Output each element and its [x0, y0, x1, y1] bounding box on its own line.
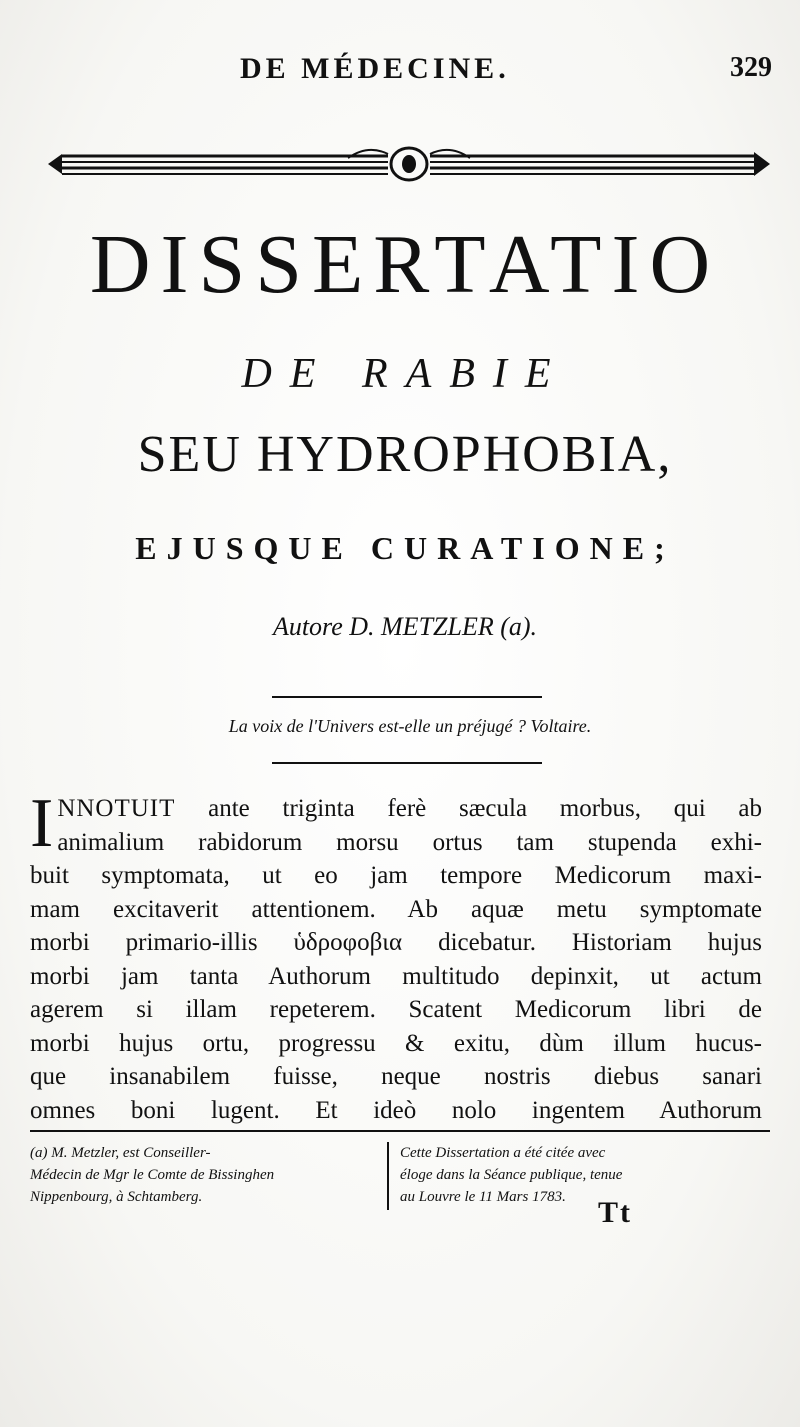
- body-line: mam excitaverit attentionem. Ab aquæ metu symptomate: [30, 895, 762, 923]
- subtitle-curatione: EJUSQUE CURATIONE;: [135, 530, 675, 566]
- footnote-line: Nippenbourg, à Schtamberg.: [30, 1189, 203, 1205]
- body-line: morbi primario-illis ὑδροφοβια dicebatur. Historiam hujus: [30, 929, 762, 956]
- footnotes: [30, 1142, 770, 1212]
- footnote-author: [30, 1142, 380, 1208]
- author-line: Autore D. METZLER (a).: [272, 612, 538, 641]
- epigraph: La voix de l'Univers est-elle un préjugé ? Voltaire.: [228, 716, 592, 736]
- body-line-text: ante triginta ferè sæcula morbus, qui ab: [208, 795, 762, 822]
- body-line: que insanabilem fuisse, neque nostris diebus sanari: [30, 1063, 762, 1090]
- footnote-line: éloge dans la Séance publique, tenue: [400, 1167, 623, 1183]
- body-line: omnes boni lugent. Et ideò nolo ingentem Authorum: [30, 1096, 762, 1124]
- drop-capital: I: [30, 785, 54, 862]
- body-paragraph: [30, 785, 762, 1127]
- page-number: 329: [730, 52, 772, 83]
- signature-mark: Tt: [598, 1196, 632, 1229]
- body-line: [30, 792, 762, 826]
- body-line: animalium rabidorum morsu ortus tam stupenda exhi-: [57, 828, 762, 856]
- rule-above-epigraph: [272, 696, 542, 698]
- first-word-small-caps: NNOTUIT: [57, 795, 176, 822]
- footnote-line: Médecin de Mgr le Comte de Bissinghen: [30, 1167, 275, 1183]
- subtitle-hydrophobia: SEU HYDROPHOBIA,: [137, 426, 673, 483]
- dissertation-title: DISSERTATIO: [89, 218, 721, 311]
- running-title: DE MÉDECINE.: [240, 52, 510, 85]
- body-line: morbi hujus ortu, progressu & exitu, dùm illum hucus-: [30, 1029, 762, 1057]
- footnote-citation: [400, 1142, 770, 1208]
- body-line: morbi jam tanta Authorum multitudo depinxit, ut actum: [30, 962, 762, 990]
- footnote-line: Cette Dissertation a été citée avec: [400, 1145, 606, 1161]
- footnote-column-divider: [387, 1142, 389, 1210]
- body-line: agerem si illam repeterem. Scatent Medicorum libri de: [30, 996, 762, 1023]
- ornamental-divider: [48, 140, 770, 188]
- rule-below-epigraph: [272, 762, 542, 764]
- footnote-separator: [30, 1130, 770, 1132]
- subtitle-de-rabie: DE RABIE: [241, 351, 569, 397]
- running-head: [0, 52, 800, 92]
- footnote-line: (a) M. Metzler, est Conseiller-: [30, 1145, 211, 1161]
- footnote-line: au Louvre le 11 Mars 1783.: [400, 1189, 566, 1205]
- body-line: buit symptomata, ut eo jam tempore Medicorum maxi-: [30, 862, 762, 889]
